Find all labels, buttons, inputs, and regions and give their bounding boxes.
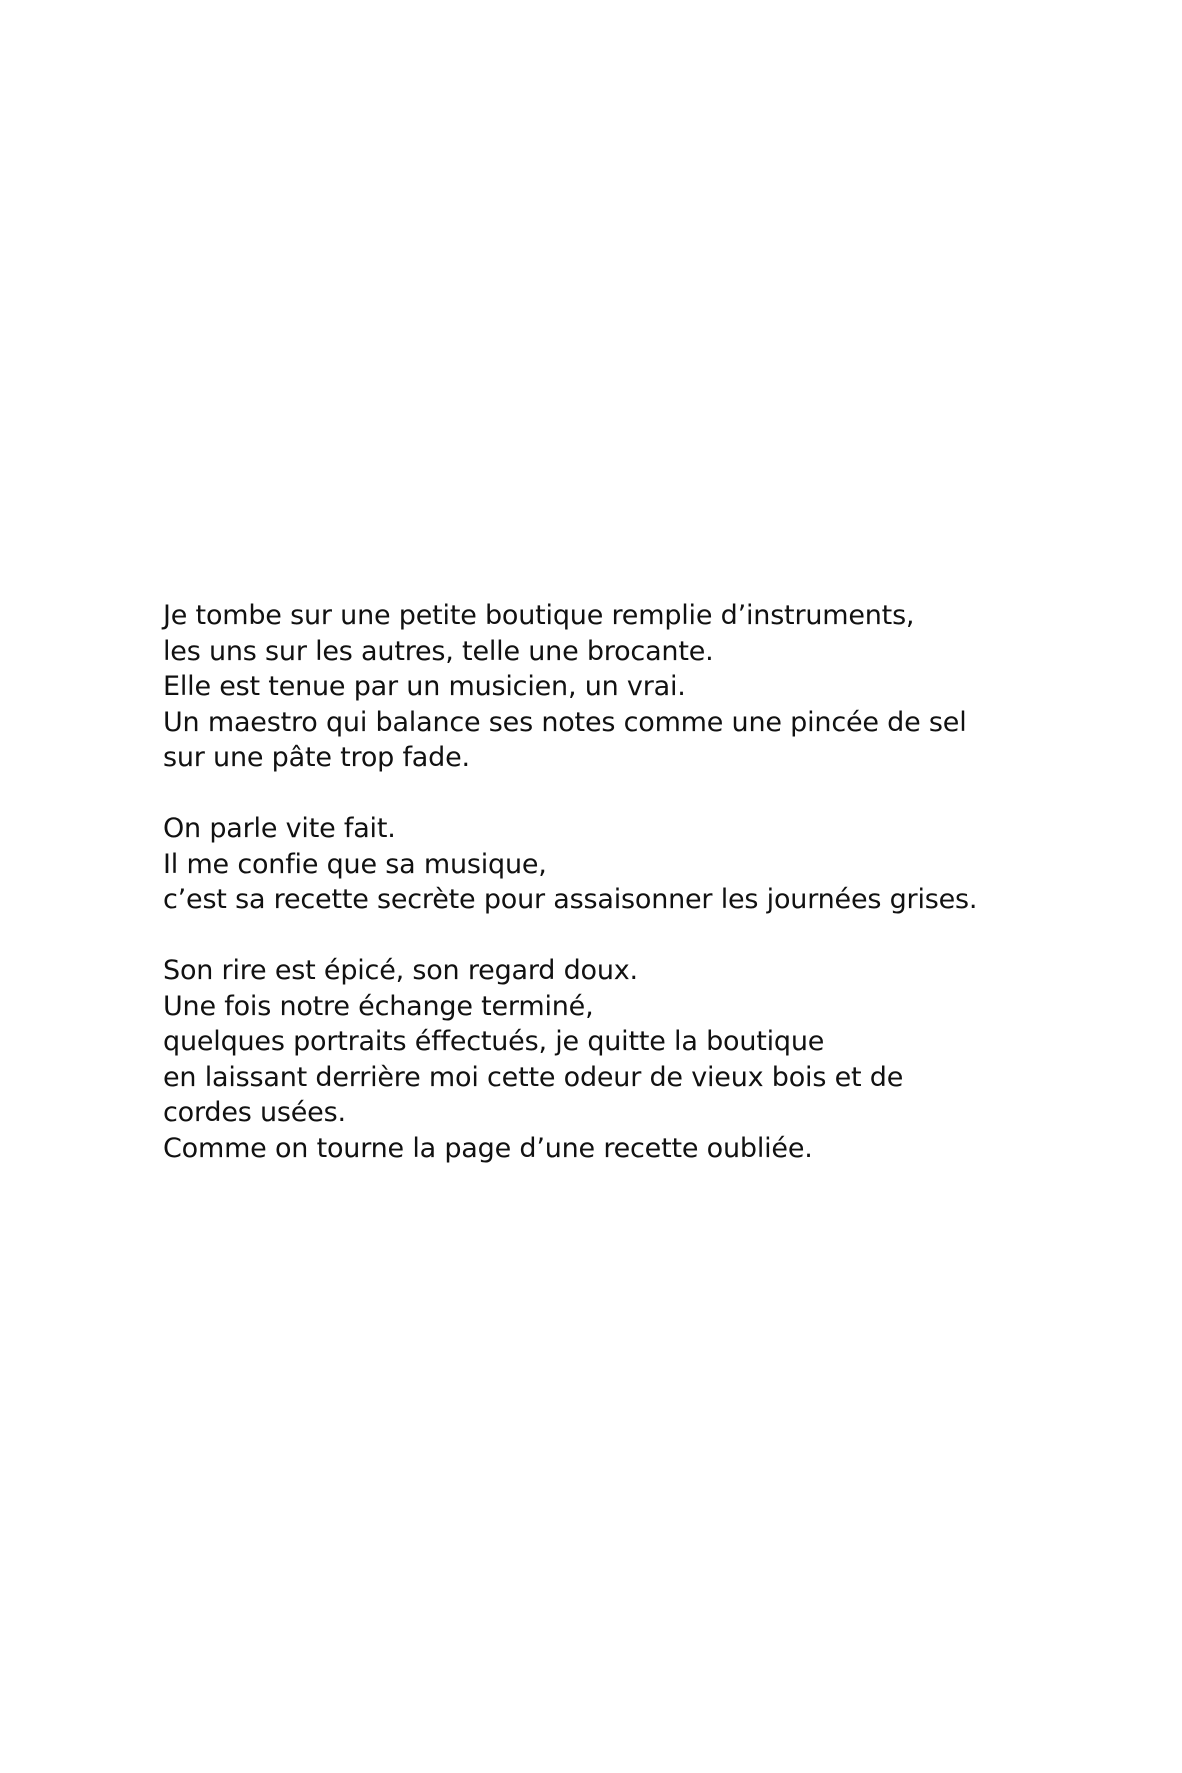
text-line: Il me confie que sa musique, (163, 848, 547, 880)
text-line: Un maestro qui balance ses notes comme une pincée de sel (163, 706, 967, 738)
stanza-3 (163, 953, 1063, 1166)
stanza-1 (163, 598, 1063, 776)
text-line: Son rire est épicé, son regard doux. (163, 955, 638, 986)
text-line: en laissant derrière moi cette odeur de vieux bois et de (163, 1061, 904, 1093)
text-line: cordes usées. (163, 1097, 346, 1128)
text-line: sur une pâte trop fade. (163, 742, 470, 773)
text-line: c’est sa recette secrète pour assaisonner les journées grises. (163, 884, 978, 915)
text-line: Elle est tenue par un musicien, un vrai. (163, 671, 686, 702)
text-line: On parle vite fait. (163, 813, 396, 844)
text-line: les uns sur les autres, telle une brocante. (163, 635, 714, 667)
stanza-2 (163, 811, 1063, 918)
text-line: Une fois notre échange terminé, (163, 990, 594, 1022)
poem-text (163, 598, 1063, 1166)
text-line: Je tombe sur une petite boutique remplie d’instruments, (163, 600, 915, 631)
text-line: quelques portraits éffectués, je quitte la boutique (163, 1026, 825, 1057)
text-line: Comme on tourne la page d’une recette oubliée. (163, 1132, 813, 1164)
